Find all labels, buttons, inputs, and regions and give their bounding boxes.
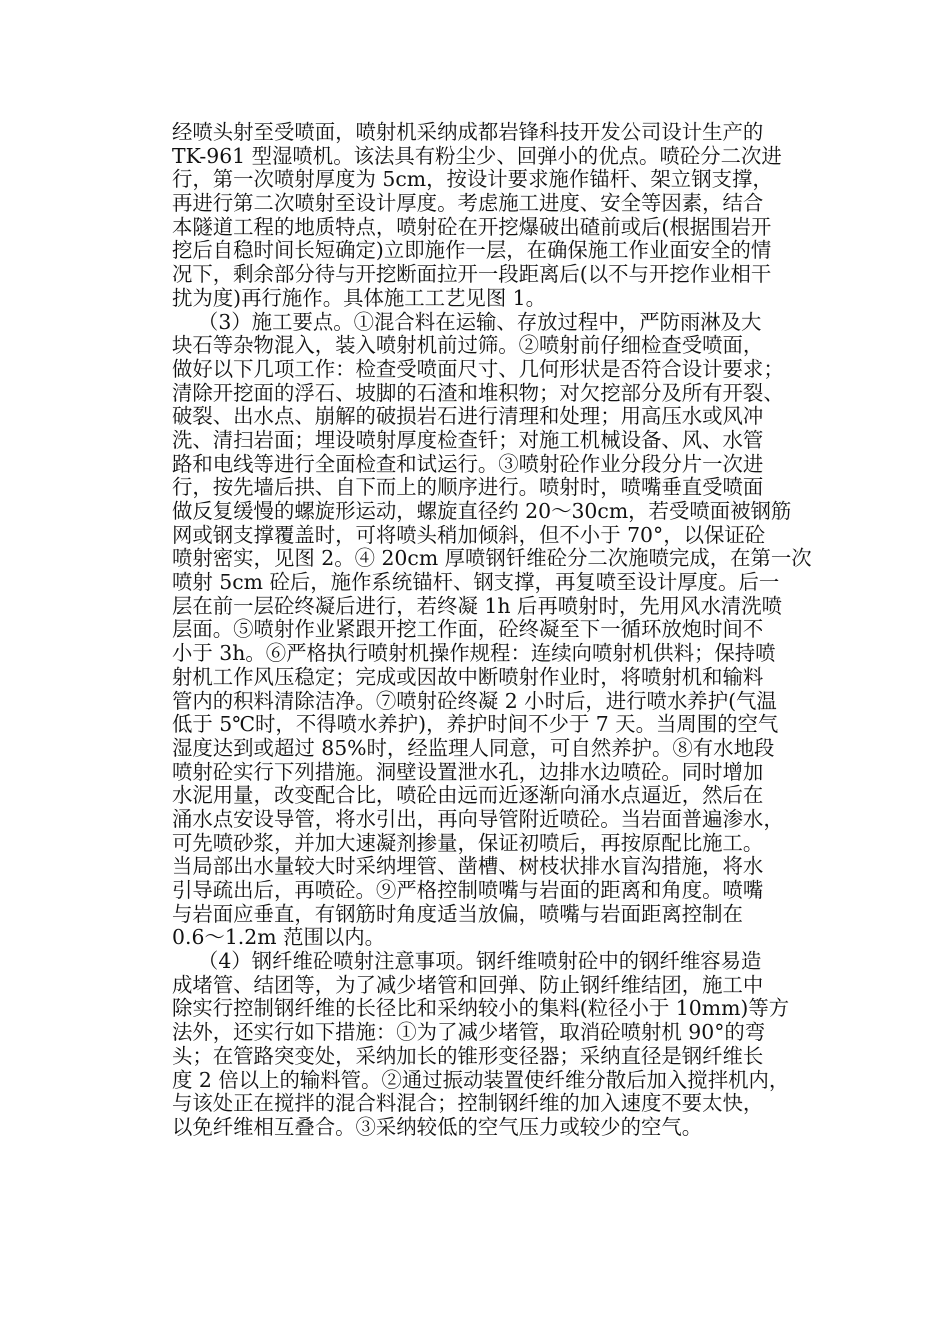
text-line: 经喷头射至受喷面，喷射机采纳成都岩锋科技开发公司设计生产的 <box>172 120 764 144</box>
text-line: 扰为度)再行施作。具体施工工艺见图 1。 <box>172 285 547 310</box>
text-line: 与该处正在搅拌的混合料混合；控制钢纤维的加入速度不要太快， <box>172 1091 764 1116</box>
text-line: （3）施工要点。①混合料在运输、存放过程中，严防雨淋及大 <box>172 309 762 334</box>
text-line: 层面。⑤喷射作业紧跟开挖工作面，砼终凝至下一循环放炮时间不 <box>172 617 764 642</box>
text-line: 低于 5℃时，不得喷水养护)，养护时间不少于 7 天。当周围的空气 <box>172 712 779 737</box>
text-line: 可先喷砂浆，并加大速凝剂掺量，保证初喷后，再按原配比施工。 <box>172 830 764 855</box>
text-line: 喷射砼实行下列措施。洞壁设置泄水孔，边排水边喷砼。同时增加 <box>172 759 764 784</box>
text-line: 头；在管路突变处，采纳加长的锥形变径器；采纳直径是钢纤维长 <box>172 1043 764 1068</box>
text-line: 当局部出水量较大时采纳埋管、凿槽、树枝状排水盲沟措施，将水 <box>172 854 764 879</box>
text-line: 挖后自稳时间长短确定)立即施作一层，在确保施工作业面安全的情 <box>172 238 772 263</box>
text-line: 块石等杂物混入，装入喷射机前过筛。②喷射前仔细检查受喷面， <box>172 333 764 358</box>
paragraph-1 <box>172 121 784 311</box>
text-line: 度 2 倍以上的输料管。②通过振动装置使纤维分散后加入搅拌机内， <box>172 1067 790 1092</box>
text-line: 0.6～1.2m 范围以内。 <box>172 925 386 950</box>
text-line: 网或钢支撑覆盖时，可将喷头稍加倾斜，但不小于 70°，以保证砼 <box>172 522 766 547</box>
text-line: 层在前一层砼终凝后进行，若终凝 1h 后再喷射时，先用风水清洗喷 <box>172 593 783 618</box>
text-line: 与岩面应垂直，有钢筋时角度适当放偏，喷嘴与岩面距离控制在 <box>172 901 743 926</box>
text-line: 清除开挖面的浮石、坡脚的石渣和堆积物；对欠挖部分及所有开裂、 <box>172 380 784 405</box>
text-line: 做好以下几项工作：检查受喷面尺寸、几何形状是否符合设计要求； <box>172 356 784 381</box>
text-line: 以免纤维相互叠合。③采纳较低的空气压力或较少的空气。 <box>172 1114 703 1139</box>
text-line: 洗、清扫岩面；埋设喷射厚度检查钎；对施工机械设备、风、水管 <box>172 427 764 452</box>
text-line: 路和电线等进行全面检查和试运行。③喷射砼作业分段分片一次进 <box>172 451 764 476</box>
text-line: （4）钢纤维砼喷射注意事项。钢纤维喷射砼中的钢纤维容易造 <box>172 949 762 974</box>
text-line: TK-961 型湿喷机。该法具有粉尘少、回弹小的优点。喷砼分二次进 <box>172 143 782 168</box>
text-line: 涌水点安设导管，将水引出，再向导管附近喷砼。当岩面普遍渗水， <box>172 806 784 831</box>
text-line: 湿度达到或超过 85%时，经监理人同意，可自然养护。⑧有水地段 <box>172 735 775 760</box>
paragraph-2 <box>172 309 812 951</box>
text-line: 引导疏出后，再喷砼。⑨严格控制喷嘴与岩面的距离和角度。喷嘴 <box>172 878 764 902</box>
text-line: 本隧道工程的地质特点，喷射砼在开挖爆破出碴前或后(根据围岩开 <box>172 214 772 239</box>
text-line: 行，第一次喷射厚度为 5cm，按设计要求施作锚杆、架立钢支撑， <box>172 167 773 192</box>
text-line: 法外，还实行如下措施：①为了减少堵管，取消砼喷射机 90°的弯 <box>172 1020 766 1045</box>
text-line: 管内的积料清除洁净。⑦喷射砼终凝 2 小时后，进行喷水养护(气温 <box>172 688 777 713</box>
text-line: 喷射 5cm 砼后，施作系统锚杆、钢支撑，再复喷至设计厚度。后一 <box>172 570 780 595</box>
paragraph-3 <box>172 949 790 1140</box>
text-line: 喷射密实，见图 2。④ 20cm 厚喷钢钎维砼分二次施喷完成，在第一次 <box>172 546 812 571</box>
document-body <box>172 120 812 1140</box>
text-line: 做反复缓慢的螺旋形运动，螺旋直径约 20～30cm，若受喷面被钢筋 <box>172 499 792 523</box>
text-line: 水泥用量，改变配合比，喷砼由远而近逐渐向涌水点逼近，然后在 <box>172 783 764 808</box>
text-line: 射机工作风压稳定；完成或因故中断喷射作业时，将喷射机和输料 <box>172 664 764 689</box>
text-line: 况下，剩余部分待与开挖断面拉开一段距离后(以不与开挖作业相干 <box>172 262 772 287</box>
text-line: 破裂、出水点、崩解的破损岩石进行清理和处理；用高压水或风冲 <box>172 404 764 429</box>
text-line: 小于 3h。⑥严格执行喷射机操作规程：连续向喷射机供料；保持喷 <box>172 641 776 666</box>
text-line: 除实行控制钢纤维的长径比和采纳较小的集料(粒径小于 10mm)等方 <box>172 996 790 1021</box>
text-line: 再进行第二次喷射至设计厚度。考虑施工进度、安全等因素，结合 <box>172 191 764 216</box>
text-line: 成堵管、结团等，为了减少堵管和回弹、防止钢纤维结团，施工中 <box>172 972 764 997</box>
text-line: 行，按先墙后拱、自下而上的顺序进行。喷射时，喷嘴垂直受喷面 <box>172 475 764 500</box>
